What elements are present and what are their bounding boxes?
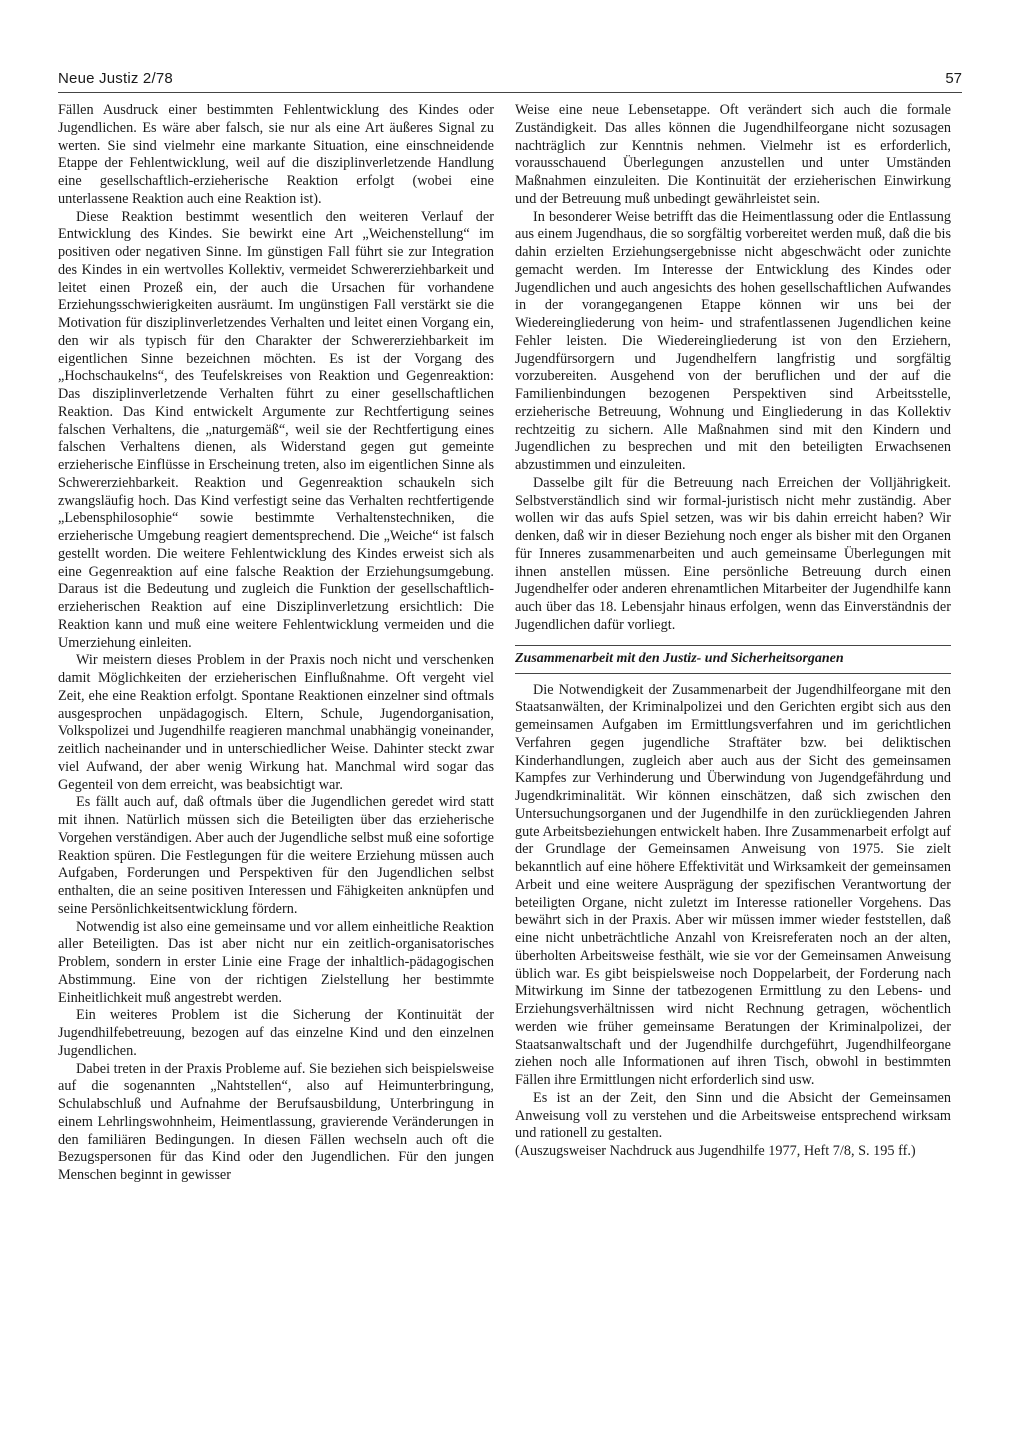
section-heading-text: Zusammenarbeit mit den Justiz- und Sicherheitsorganen xyxy=(515,650,844,666)
paragraph: Fällen Ausdruck einer bestimmten Fehlentwicklung des Kindes oder Jugendlichen. Es wäre aber falsch, sie nur als eine Art äußeres Signal zu werten. Sie sind vielmehr eine markante Situation, eine einschneidende Etappe der Fehlentwicklung, weil auf die disziplinverletzende Handlung eine gesellschaftlich-erzieherische Reaktion erfolgt (wobei eine unterlassene Reaktion auch eine Reaktion ist). xyxy=(58,102,494,207)
section-heading xyxy=(515,645,951,674)
source-note: (Auszugsweiser Nachdruck aus Jugendhilfe 1977, Heft 7/8, S. 195 ff.) xyxy=(515,1143,916,1159)
paragraph: Notwendig ist also eine gemeinsame und vor allem einheitliche Reaktion aller Beteiligten. Das ist aber nicht nur ein zeitlich-organisatorisches Problem, sondern in erster Linie eine Frage der inhaltlich-pädagogischen Abstimmung. Eine von der richtigen Zielstellung her bestimmte Einheitlichkeit muß angestrebt werden. xyxy=(58,918,494,1006)
paragraph: Weise eine neue Lebensetappe. Oft verändert sich auch die formale Zuständigkeit. Das alles können die Jugendhilfeorgane nicht sozusagen nachträglich zur Kenntnis nehmen. Vielmehr ist es erforderlich, vorausschauend Überlegungen anzustellen und unter Umständen Maßnahmen einzuleiten. Die Kontinuität der erzieherischen Einwirkung und der Betreuung muß unbedingt gewährleistet sein. xyxy=(515,102,951,207)
right-column xyxy=(515,102,951,1402)
paragraph: Die Notwendigkeit der Zusammenarbeit der Jugendhilfeorgane mit den Staatsanwälten, der Kriminalpolizei und den Gerichten ergibt sich aus den gemeinsamen Aufgaben im Ermittlungsverfahren und im gerichtlichen Verfahren gegen jugendliche Straftäter bzw. bei deliktischen Kinderhandlungen, zugleich aber auch aus der Sicht des gemeinsamen Kampfes zur Verhinderung und Überwindung von Jugendgefährdung und Jugendkriminalität. Wir können einschätzen, daß sich zwischen den Untersuchungsorganen und der Jugendhilfe in den zurückliegenden Jahren gute Arbeitsbeziehungen entwickelt haben. Ihre Zusammenarbeit erfolgt auf der Grundlage der Gemeinsamen Anweisung von 1975. Sie zielt bekanntlich auf eine höhere Effektivität und Wirksamkeit der gemeinsamen Arbeit und eine weitere Ausprägung der spezifischen Verantwortung der beteiligten Organe, nicht zuletzt im Interesse rationeller Vorgehens. Das bewährt sich in der Praxis. Aber wir müssen immer wieder feststellen, daß eine nicht unbeträchtliche Anzahl von Kreisreferaten noch an der alten, überholten Arbeitsweise festhält, wie sie vor der Gemeinsamen Anweisung üblich war. Es gibt beispielsweise noch Doppelarbeit, der Forderung nach Mitwirkung im Sinne der tatbezogenen Ermittlung zu den Lebens- und Erziehungsverhältnissen wird nicht Rechnung getragen, wöchentlich werden wie früher gemeinsame Beratungen der Kriminalpolizei, der Staatsanwaltschaft und der Jugendhilfe durchgeführt, Jugendhilfeorgane ziehen noch alle Informationen auf ihren Tisch, obwohl in bestimmten Fällen ihre Ermittlungen nicht erforderlich sind usw. xyxy=(515,681,951,1088)
left-column xyxy=(58,102,494,1402)
page-header xyxy=(58,70,962,93)
paragraph: Diese Reaktion bestimmt wesentlich den weiteren Verlauf der Entwicklung des Kindes. Sie bewirkt eine Art „Weichenstellung“ im positiven oder negativen Sinne. Im günstigen Fall führt sie zur Integration des Kindes in ein wertvolles Kollektiv, vermeidet Schwererziehbarkeit und leitet einen Prozeß ein, der auch die Ursachen für vorhandene Erziehungsschwierigkeiten ausräumt. Im ungünstigen Fall verstärkt sie die Motivation für disziplinverletzendes Verhalten und leitet einen Vorgang ein, den wir als typisch für den Charakter der Schwererziehbarkeit im eigentlichen Sinne bezeichnen möchten. Es ist der Vorgang des „Hochschaukelns“, des Teufelskreises von Reaktion und Gegenreaktion: Das disziplinverletzende Verhalten führt zu einer gesellschaftlichen Reaktion. Das Kind entwickelt Argumente zur Rechtfertigung seines falschen Verhaltens, die „naturgemäß“, weil sie der Rechtfertigung eines falschen Verhaltens dienen, als Widerstand gegen gut gemeinte erzieherische Einflüsse in Erscheinung treten, also im eigentlichen Sinne als Schwererziehbarkeit. Reaktion und Gegenreaktion schaukeln sich zwangsläufig hoch. Das Kind verfestigt seine das Verhalten rechtfertigende „Lebensphilosophie“ sowie bestimmte Verhaltenstechniken, die erzieherische Umgebung reagiert dementsprechend. Die „Weiche“ ist falsch gestellt worden. Die weitere Fehlentwicklung des Kindes erweist sich als eine Gegenreaktion auf eine falsche Reaktion der Erziehungsumgebung. Daraus ist die Bedeutung und zugleich die Funktion der gesellschaftlich-erzieherischen Reaktion auf eine Disziplinverletzung ersichtlich: Die Reaktion kann und muß eine weitere Fehlentwicklung vermeiden und die Umerziehung einleiten. xyxy=(58,208,494,651)
paragraph: Dasselbe gilt für die Betreuung nach Erreichen der Volljährigkeit. Selbstverständlich sind wir formal-juristisch nicht mehr zuständig. Aber wollen wir das aufs Spiel setzen, was wir bis dahin erreicht haben? Wir denken, daß wir in dieser Beziehung noch enger als bisher mit den Organen für Inneres zusammenarbeiten und auch gemeinsame Überlegungen mit ihnen anstellen müssen. Eine persönliche Betreuung durch einen Jugendhelfer oder anderen ehrenamtlichen Mitarbeiter der Jugendhilfe kann auch über das 18. Lebensjahr hinaus erfolgen, wenn das Einverständnis der Jugendlichen dafür vorliegt. xyxy=(515,474,951,633)
paragraph: In besonderer Weise betrifft das die Heimentlassung oder die Entlassung aus einem Jugendhaus, die so sorgfältig vorbereitet werden muß, daß die bis dahin erzielten Erziehungsergebnisse nicht abgeschwächt oder zunichte gemacht werden. Im Interesse der Entwicklung des Kindes oder Jugendlichen und auch angesichts des hohen gesellschaftlichen Aufwandes in der vorangegangenen Etappe können wir uns bei der Wiedereingliederung von heim- und strafentlassenen Jugendlichen keine Fehler leisten. Die Wiedereingliederung ist von den Erziehern, Jugendfürsorgern und Jugendhelfern langfristig und sorgfältig vorzubereiten. Ausgehend von der beruflichen und der auf die Familienbindungen bezogenen Perspektiven sind Arbeitsstelle, erzieherische Betreuung, Wohnung und Eingliederung in das Kollektiv rechtzeitig zu sichern. Alle Maßnahmen sind mit den Kindern und Jugendlichen zu besprechen und mit den beteiligten Erwachsenen abzustimmen und einzuleiten. xyxy=(515,208,951,473)
paragraph: Es fällt auch auf, daß oftmals über die Jugendlichen geredet wird statt mit ihnen. Natürlich müssen sich die Beteiligten über das erzieherische Vorgehen verständigen. Aber auch der Jugendliche selbst muß eine sofortige Reaktion spüren. Die Festlegungen für die weitere Erziehung müssen auch Aufgaben, Forderungen und Perspektiven für den Jugendlichen selbst enthalten, die an seine positiven Interessen und Fähigkeiten anknüpfen und seine Persönlichkeitsentwicklung fördern. xyxy=(58,794,494,917)
paragraph: Wir meistern dieses Problem in der Praxis noch nicht und verschenken damit Möglichkeiten der erzieherischen Einflußnahme. Oft vergeht viel Zeit, ehe eine Reaktion erfolgt. Spontane Reaktionen einzelner sind oftmals ausgesprochen unpädagogisch. Eltern, Schule, Jugendorganisation, Volkspolizei und Jugendhilfe reagieren manchmal unabhängig voneinander, zeitlich nacheinander und in unterschiedlicher Weise. Dahinter steckt zwar viel Aufwand, der aber wenig Wirkung hat. Manchmal wird sogar das Gegenteil von dem erreicht, was beabsichtigt war. xyxy=(58,652,494,793)
page-number: 57 xyxy=(945,70,962,87)
paragraph: Ein weiteres Problem ist die Sicherung der Kontinuität der Jugendhilfebetreuung, bezogen auf das einzelne Kind und den einzelnen Jugendlichen. xyxy=(58,1007,494,1059)
journal-title: Neue Justiz 2/78 xyxy=(58,70,173,87)
paragraph: Dabei treten in der Praxis Probleme auf. Sie beziehen sich beispielsweise auf die sogenannten „Nahtstellen“, also auf Heimunterbringung, Schulabschluß und Aufnahme der Berufsausbildung, Unterbringung in einem Lehrlingswohnheim, Heimentlassung, gravierende Veränderungen in den familiären Bedingungen. In diesen Fällen wechseln auch oft die Bezugspersonen für das Kind oder den Jugendlichen. Für den jungen Menschen beginnt in gewisser xyxy=(58,1060,494,1183)
paragraph: Es ist an der Zeit, den Sinn und die Absicht der Gemeinsamen Anweisung voll zu verstehen und die Arbeitsweise entsprechend wirksam und rationell zu gestalten. xyxy=(515,1089,951,1142)
